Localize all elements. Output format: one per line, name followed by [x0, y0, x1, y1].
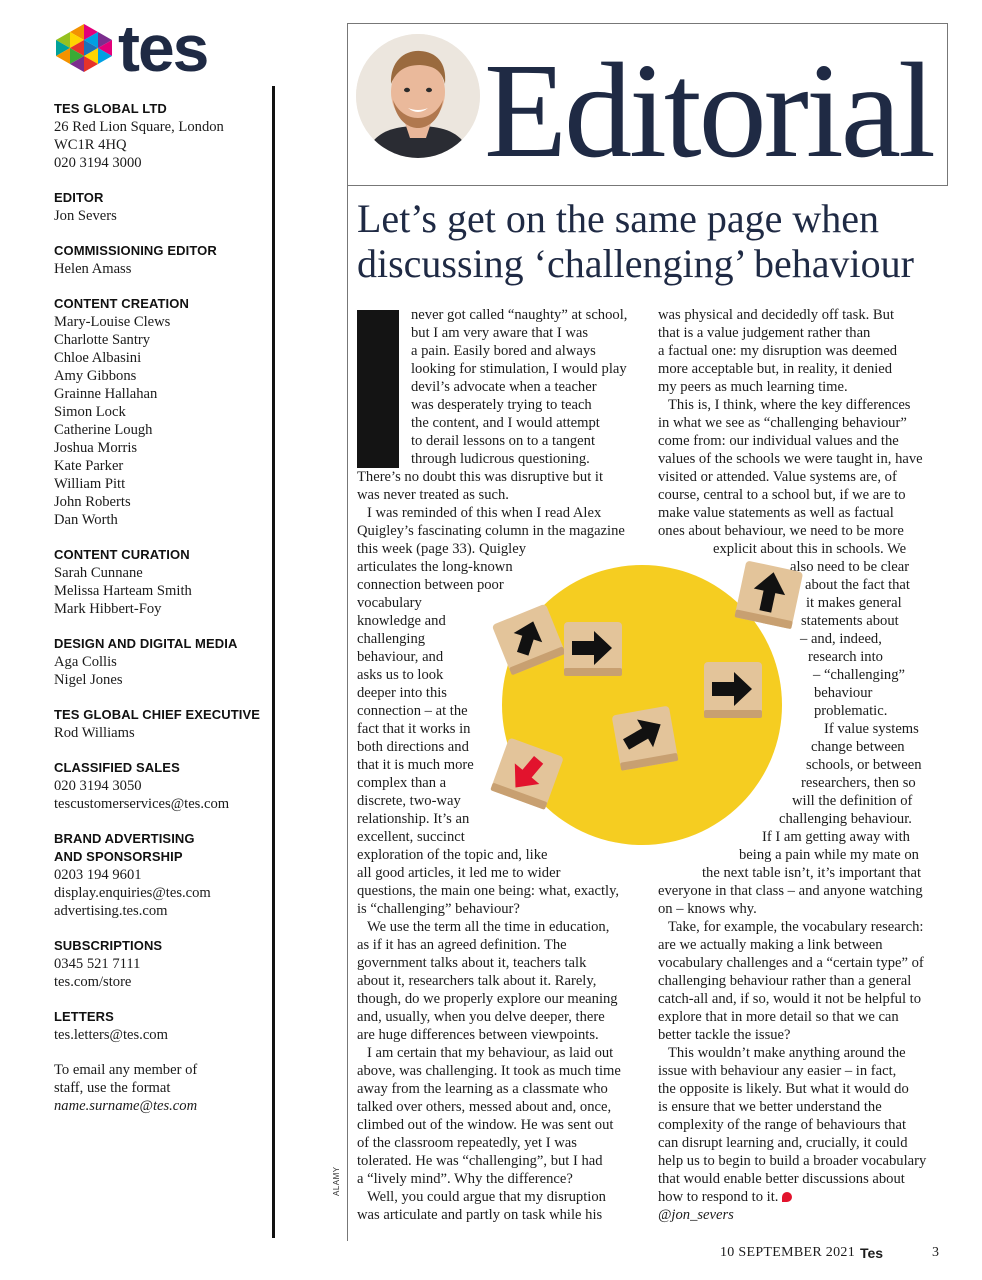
- article-text: also need to be clear: [790, 559, 910, 575]
- article-line: [357, 414, 639, 432]
- article-text: will the definition of: [792, 793, 913, 809]
- article-text: help us to begin to build a broader vocabulary: [658, 1153, 927, 1169]
- article-line: [658, 1008, 940, 1026]
- article-text: that would enable better discussions about: [658, 1171, 905, 1187]
- sidebar-heading: CONTENT CREATION: [54, 296, 189, 311]
- arrow-block: [612, 706, 679, 771]
- article-text: This wouldn’t make anything around the: [668, 1045, 906, 1061]
- article-text: was articulate and partly on task while his: [357, 1207, 603, 1223]
- article-text: explore that in more detail so that we can: [658, 1009, 899, 1025]
- article-text: research into: [808, 649, 883, 665]
- sidebar-line: Jon Severs: [54, 208, 117, 224]
- article-text: more acceptable but, in reality, it denied: [658, 361, 893, 377]
- article-line: [658, 450, 940, 468]
- sidebar-line: display.enquiries@tes.com: [54, 885, 211, 901]
- article-line: [357, 1026, 639, 1044]
- article-text: was physical and decidedly off task. But: [658, 307, 895, 323]
- tes-logo-text: tes: [118, 11, 208, 85]
- article-line: [357, 954, 639, 972]
- article-line: [658, 360, 940, 378]
- article-text: as if it has an agreed definition. The: [357, 937, 567, 953]
- article-text: deeper into this: [357, 685, 447, 701]
- article-line: [357, 1170, 639, 1188]
- article-text: but I am very aware that I was: [411, 325, 589, 341]
- article-text: connection between poor: [357, 577, 504, 593]
- article-text: a factual one: my disruption was deemed: [658, 343, 898, 359]
- article-text: is “challenging” behaviour?: [357, 901, 520, 917]
- arrow-block: [564, 622, 622, 676]
- article-text: are we actually making a link between: [658, 937, 883, 953]
- article-text: the next table isn’t, it’s important that: [702, 865, 922, 881]
- article-text: Well, you could argue that my disruption: [367, 1189, 606, 1205]
- article-text: change between: [811, 739, 905, 755]
- sidebar-line: 020 3194 3050: [54, 778, 142, 794]
- article-text: all good articles, it led me to wider: [357, 865, 561, 881]
- sidebar-section: [54, 242, 266, 278]
- article-text: everyone in that class – and anyone watching: [658, 883, 923, 899]
- article-text: that is a value judgement rather than: [658, 325, 871, 341]
- article-line: [357, 1206, 639, 1224]
- article-line: [357, 432, 639, 450]
- article-text: vocabulary challenges and a “certain type” of: [658, 955, 924, 971]
- article-line: [357, 522, 639, 540]
- article-line: [658, 306, 940, 324]
- sidebar-section: [54, 635, 266, 689]
- article-text: is ensure that we better understand the: [658, 1099, 882, 1115]
- sidebar-section: [54, 706, 266, 742]
- article-line: [658, 972, 940, 990]
- arrow-block: [704, 662, 762, 718]
- article-text: researchers, then so: [801, 775, 916, 791]
- article-text: There’s no doubt this was disruptive but it: [357, 469, 604, 485]
- article-line: [658, 1206, 940, 1224]
- editor-portrait: [356, 34, 480, 158]
- article-line: [658, 504, 940, 522]
- article-line: [357, 1062, 639, 1080]
- sidebar-heading: LETTERS: [54, 1009, 114, 1024]
- sidebar-line: tescustomerservices@tes.com: [54, 796, 230, 812]
- masthead-sidebar: [54, 100, 266, 1132]
- sidebar-heading: SUBSCRIPTIONS: [54, 938, 163, 953]
- article-text: about the fact that: [805, 577, 910, 593]
- article-line: [357, 468, 639, 486]
- article-text: visited or attended. Value systems are, of: [658, 469, 897, 485]
- article-line: [357, 504, 639, 522]
- header-border-top: [347, 23, 948, 24]
- email-format: name.surname@tes.com: [54, 1098, 198, 1114]
- article-line: [357, 972, 639, 990]
- sidebar-line: Grainne Hallahan: [54, 386, 158, 402]
- sidebar-heading: EDITOR: [54, 190, 104, 205]
- article-line: [658, 1188, 940, 1206]
- sidebar-line: Joshua Morris: [54, 440, 138, 456]
- article-line: [658, 1062, 940, 1080]
- article-text: the content, and I would attempt: [411, 415, 600, 431]
- article-text: If value systems: [824, 721, 919, 737]
- sidebar-line: Rod Williams: [54, 725, 135, 741]
- article-text: connection – at the: [357, 703, 468, 719]
- article-line: [357, 882, 639, 900]
- sidebar-heading: TES GLOBAL LTD: [54, 101, 167, 116]
- article-text: complexity of the range of behaviours that: [658, 1117, 907, 1133]
- article-text: I am certain that my behaviour, as laid out: [367, 1045, 614, 1061]
- sidebar-section: [54, 546, 266, 618]
- article-text: are huge differences between viewpoints.: [357, 1027, 599, 1043]
- article-text: excellent, succinct: [357, 829, 465, 845]
- footer-brand: Tes: [860, 1245, 884, 1261]
- article-line: [658, 1080, 940, 1098]
- article-text: both directions and: [357, 739, 469, 755]
- article-line: [658, 1116, 940, 1134]
- article-text: a “lively mind”. Why the difference?: [357, 1171, 573, 1187]
- article-text: make value statements as well as factual: [658, 505, 894, 521]
- sidebar-line: Mark Hibbert-Foy: [54, 601, 162, 617]
- article-line: [658, 396, 940, 414]
- article-text: I was reminded of this when I read Alex: [367, 505, 602, 521]
- article-text: through ludicrous questioning.: [411, 451, 590, 467]
- article-text: my peers as much learning time.: [658, 379, 848, 395]
- article-line: [357, 900, 639, 918]
- staff-email-note: [54, 1061, 266, 1115]
- headline-line-2: discussing ‘challenging’ behaviour: [357, 241, 914, 286]
- article-text: course, central to a school but, if we are to: [658, 487, 906, 503]
- article-text: government talks about it, teachers talk: [357, 955, 587, 971]
- article-line: [357, 918, 639, 936]
- headline: [357, 196, 947, 286]
- article-text: fact that it works in: [357, 721, 471, 737]
- sidebar-heading: AND SPONSORSHIP: [54, 849, 183, 864]
- article-text: talked over others, messed about and, once,: [357, 1099, 612, 1115]
- sidebar-line: Dan Worth: [54, 512, 118, 528]
- section-title: Editorial: [484, 36, 933, 186]
- sidebar-section: [54, 937, 266, 991]
- article-text: how to respond to it.: [658, 1189, 779, 1205]
- article-text: was never treated as such.: [357, 487, 509, 503]
- article-line: [658, 1026, 940, 1044]
- article-text: challenging behaviour rather than a general: [658, 973, 912, 989]
- article-text: this week (page 33). Quigley: [357, 541, 526, 557]
- sidebar-line: Catherine Lough: [54, 422, 153, 438]
- article-line: [658, 522, 940, 540]
- sidebar-section: [54, 759, 266, 813]
- sidebar-line: Mary-Louise Clews: [54, 314, 171, 330]
- article-line: [357, 378, 639, 396]
- sidebar-heading: DESIGN AND DIGITAL MEDIA: [54, 636, 238, 651]
- article-text: being a pain while my mate on: [739, 847, 919, 863]
- article-text: values of the schools we were taught in, have: [658, 451, 923, 467]
- article-text: about it, researchers talk about it. Rarely,: [357, 973, 597, 989]
- article-text: better tackle the issue?: [658, 1027, 791, 1043]
- article-text: issue with behaviour any easier – in fact,: [658, 1063, 897, 1079]
- sidebar-line: John Roberts: [54, 494, 131, 510]
- article-line: [357, 1044, 639, 1062]
- article-text: behaviour: [814, 685, 873, 701]
- article-text: ones about behaviour, we need to be more: [658, 523, 904, 539]
- page-number: 3: [932, 1245, 939, 1260]
- article-line: [658, 1134, 940, 1152]
- headline-line-1: Let’s get on the same page when: [357, 196, 880, 241]
- article-line: [357, 1008, 639, 1026]
- sidebar-section: [54, 100, 266, 172]
- article-text: above, was challenging. It took as much time: [357, 1063, 621, 1079]
- article-line: [357, 306, 639, 324]
- article-text: catch-all and, if so, would it not be helpful to: [658, 991, 922, 1007]
- article-line: [658, 342, 940, 360]
- end-mark-icon: [782, 1192, 792, 1202]
- article-text: of the classroom repeatedly, yet I was: [357, 1135, 577, 1151]
- sidebar-line: Melissa Harteam Smith: [54, 583, 192, 599]
- article-text: challenging: [357, 631, 426, 647]
- sidebar-heading: BRAND ADVERTISING: [54, 831, 195, 846]
- article-text: questions, the main one being: what, exactly,: [357, 883, 620, 899]
- article-line: [658, 414, 940, 432]
- article-line: [357, 324, 639, 342]
- sidebar-line: Amy Gibbons: [54, 368, 137, 384]
- article-line: [357, 486, 639, 504]
- sidebar-line: advertising.tes.com: [54, 903, 168, 919]
- sidebar-line: staff, use the format: [54, 1080, 171, 1096]
- sidebar-line: 0345 521 7111: [54, 956, 141, 972]
- article-text: knowledge and: [357, 613, 446, 629]
- article-line: [658, 954, 940, 972]
- article-line: [658, 918, 940, 936]
- article-line: [658, 378, 940, 396]
- sidebar-section: [54, 295, 266, 529]
- sidebar-line: Charlotte Santry: [54, 332, 151, 348]
- article-line: [357, 360, 639, 378]
- article-text: explicit about this in schools. We: [713, 541, 907, 557]
- article-text: asks us to look: [357, 667, 444, 683]
- article-line: [357, 342, 639, 360]
- sidebar-heading: COMMISSIONING EDITOR: [54, 243, 217, 258]
- article-text: – and, indeed,: [800, 631, 882, 647]
- article-text: Quigley’s fascinating column in the magazine: [357, 523, 625, 539]
- article-text: complex than a: [357, 775, 447, 791]
- article-text: vocabulary: [357, 595, 422, 611]
- sidebar-line: To email any member of: [54, 1062, 198, 1078]
- sidebar-line: Simon Lock: [54, 404, 126, 420]
- author-handle: @jon_severs: [658, 1207, 734, 1223]
- sidebar-heading: CONTENT CURATION: [54, 547, 190, 562]
- article-text: it makes general: [806, 595, 902, 611]
- article-text: behaviour, and: [357, 649, 444, 665]
- sidebar-line: 0203 194 9601: [54, 867, 142, 883]
- article-text: can disrupt learning and, crucially, it could: [658, 1135, 908, 1151]
- sidebar-line: Kate Parker: [54, 458, 124, 474]
- tes-logo-icon: [54, 22, 114, 78]
- article-text: discrete, two-way: [357, 793, 461, 809]
- arrow-blocks-illustration: [470, 540, 820, 870]
- article-text: – “challenging”: [813, 667, 905, 683]
- sidebar-section: [54, 189, 266, 225]
- sidebar-line: WC1R 4HQ: [54, 137, 127, 153]
- arrow-block: [734, 560, 803, 629]
- article-text: looking for stimulation, I would play: [411, 361, 627, 377]
- footer-date: 10 SEPTEMBER 2021: [720, 1245, 856, 1260]
- article-text: the opposite is likely. But what it would do: [658, 1081, 909, 1097]
- article-text: in what we see as “challenging behaviour”: [658, 415, 907, 431]
- sidebar-line: William Pitt: [54, 476, 126, 492]
- sidebar-line: Chloe Albasini: [54, 350, 142, 366]
- article-line: [357, 396, 639, 414]
- article-text: We use the term all the time in education,: [367, 919, 610, 935]
- article-text: and, usually, when you delve deeper, there: [357, 1009, 605, 1025]
- article-text: schools, or between: [806, 757, 922, 773]
- article-line: [357, 1080, 639, 1098]
- article-line: [658, 468, 940, 486]
- sidebar-line: 26 Red Lion Square, London: [54, 119, 224, 135]
- article-text: a pain. Easily bored and always: [411, 343, 596, 359]
- sidebar-line: tes.com/store: [54, 974, 132, 990]
- article-border-left: [347, 23, 348, 1241]
- article-text: challenging behaviour.: [779, 811, 912, 827]
- article-line: [658, 1044, 940, 1062]
- article-text: Take, for example, the vocabulary research:: [668, 919, 924, 935]
- article-line: [658, 882, 940, 900]
- article-line: [357, 1152, 639, 1170]
- sidebar-line: tes.letters@tes.com: [54, 1027, 168, 1043]
- article-text: that it is much more: [357, 757, 474, 773]
- article-line: [357, 1116, 639, 1134]
- article-text: though, do we properly explore our meaning: [357, 991, 618, 1007]
- article-text: This is, I think, where the key differences: [668, 397, 911, 413]
- article-line: [357, 990, 639, 1008]
- article-text: relationship. It’s an: [357, 811, 470, 827]
- article-line: [658, 324, 940, 342]
- article-text: statements about: [801, 613, 899, 629]
- article-text: was desperately trying to teach: [411, 397, 592, 413]
- article-text: articulates the long-known: [357, 559, 513, 575]
- article-text: on – knows why.: [658, 901, 757, 917]
- header-border-right: [947, 23, 948, 185]
- article-line: [357, 1134, 639, 1152]
- article-text: never got called “naughty” at school,: [411, 307, 628, 323]
- article-line: [357, 450, 639, 468]
- sidebar-heading: CLASSIFIED SALES: [54, 760, 180, 775]
- article-line: [658, 1098, 940, 1116]
- article-text: If I am getting away with: [762, 829, 910, 845]
- article-line: [658, 900, 940, 918]
- article-line: [658, 432, 940, 450]
- sidebar-line: Helen Amass: [54, 261, 132, 277]
- sidebar-line: Sarah Cunnane: [54, 565, 143, 581]
- sidebar-line: Aga Collis: [54, 654, 117, 670]
- article-line: [658, 1170, 940, 1188]
- article-line: [357, 1098, 639, 1116]
- article-text: problematic.: [814, 703, 888, 719]
- article-text: tolerated. He was “challenging”, but I had: [357, 1153, 603, 1169]
- article-text: to derail lessons on to a tangent: [411, 433, 596, 449]
- article-text: climbed out of the window. He was sent out: [357, 1117, 614, 1133]
- article-text: exploration of the topic and, like: [357, 847, 548, 863]
- sidebar-heading: TES GLOBAL CHIEF EXECUTIVE: [54, 707, 261, 722]
- sidebar-section: [54, 1008, 266, 1044]
- article-line: [658, 936, 940, 954]
- sidebar-section: [54, 830, 266, 920]
- sidebar-line: Nigel Jones: [54, 672, 123, 688]
- article-text: come from: our individual values and the: [658, 433, 899, 449]
- article-text: away from the learning as a classmate who: [357, 1081, 608, 1097]
- article-text: devil’s advocate when a teacher: [411, 379, 597, 395]
- article-line: [357, 1188, 639, 1206]
- photo-credit: ALAMY: [332, 1166, 341, 1196]
- article-line: [658, 1152, 940, 1170]
- sidebar-line: 020 3194 3000: [54, 155, 142, 171]
- article-line: [658, 990, 940, 1008]
- article-line: [658, 486, 940, 504]
- sidebar-divider: [272, 86, 275, 1238]
- article-line: [357, 936, 639, 954]
